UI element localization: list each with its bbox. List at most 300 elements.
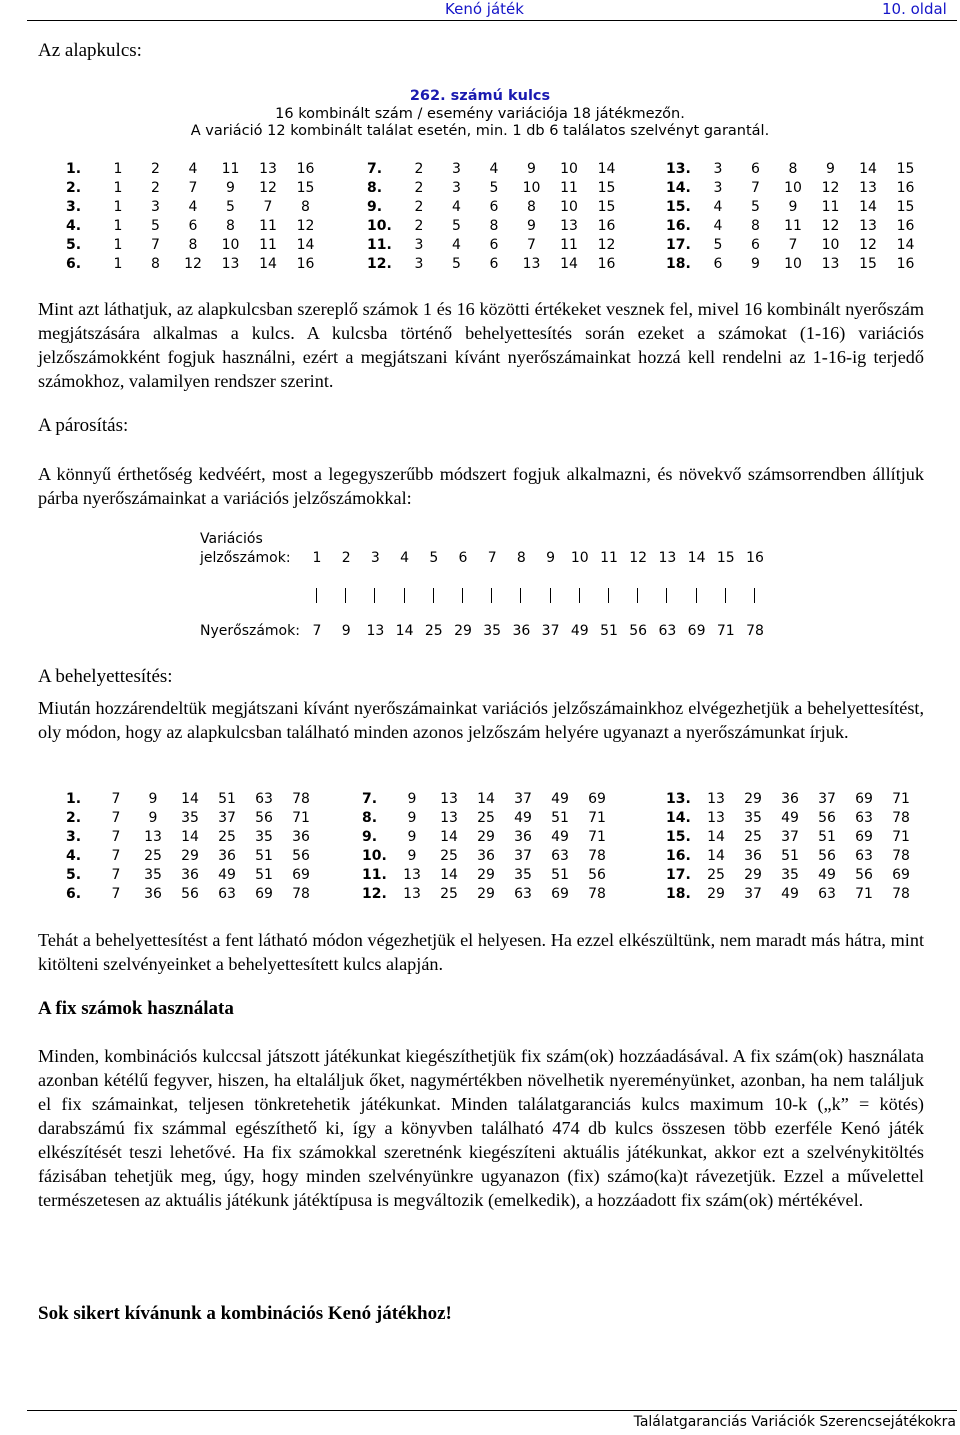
number-cell: 16 [296, 161, 315, 177]
number-cell: 10 [221, 237, 240, 253]
number-cell: 7 [111, 791, 121, 807]
winner-number: 25 [424, 623, 443, 639]
number-cell: 9 [788, 199, 798, 215]
number-cell: 51 [818, 829, 836, 845]
winner-number: 35 [483, 623, 502, 639]
grid-row [666, 199, 926, 218]
grid-row [66, 161, 326, 180]
number-cell: 15 [296, 180, 315, 196]
number-cell: 14 [440, 867, 458, 883]
grid-row [367, 199, 627, 218]
grid-row [66, 886, 326, 905]
number-cell: 37 [744, 886, 762, 902]
key-title: 262. számú kulcs [409, 88, 551, 104]
marker-number: 16 [746, 550, 764, 566]
number-cell: 78 [892, 848, 910, 864]
number-cell: 12 [859, 237, 877, 253]
row-index: 18. [666, 256, 691, 272]
number-cell: 35 [514, 867, 532, 883]
section-heading-substitution: A behelyettesítés: [38, 666, 173, 687]
marker-number: 3 [370, 550, 380, 566]
grid-row [362, 848, 622, 867]
number-cell: 69 [588, 791, 606, 807]
number-cell: 13 [821, 256, 840, 272]
grid-row [666, 810, 926, 829]
number-cell: 7 [111, 867, 121, 883]
number-cell: 16 [896, 180, 915, 196]
grid-row [666, 180, 926, 199]
row-index: 10. [367, 218, 392, 234]
number-cell: 15 [597, 199, 616, 215]
number-cell: 4 [452, 237, 461, 253]
number-cell: 37 [514, 848, 532, 864]
number-cell: 8 [489, 218, 499, 234]
number-cell: 3 [151, 199, 160, 215]
number-cell: 2 [151, 161, 160, 177]
number-cell: 13 [560, 218, 578, 234]
number-cell: 5 [452, 218, 461, 234]
grid-row [666, 848, 926, 867]
row-index: 8. [362, 810, 378, 826]
pairing-connector [696, 588, 697, 603]
number-cell: 78 [892, 810, 910, 826]
number-cell: 63 [514, 886, 532, 902]
grid-row [666, 218, 926, 237]
number-cell: 36 [514, 829, 532, 845]
number-cell: 35 [744, 810, 762, 826]
row-index: 14. [666, 810, 691, 826]
number-cell: 7 [111, 886, 121, 902]
row-index: 5. [66, 867, 82, 883]
number-cell: 13 [707, 810, 725, 826]
number-cell: 9 [226, 180, 235, 196]
number-cell: 11 [259, 218, 277, 234]
row-index: 7. [362, 791, 378, 807]
winner-number: 63 [658, 623, 677, 639]
number-cell: 14 [181, 791, 199, 807]
marker-number: 13 [658, 550, 677, 566]
row-index: 13. [666, 161, 691, 177]
winner-number: 78 [746, 623, 764, 639]
pairing-connector [579, 588, 580, 603]
row-index: 8. [367, 180, 383, 196]
number-cell: 25 [477, 810, 495, 826]
marker-number: 4 [400, 550, 410, 566]
number-cell: 37 [218, 810, 236, 826]
number-cell: 3 [414, 256, 424, 272]
number-cell: 51 [551, 867, 569, 883]
number-cell: 37 [818, 791, 836, 807]
winner-number: 9 [341, 623, 351, 639]
marker-number: 8 [516, 550, 526, 566]
header-divider [27, 20, 957, 21]
grid-row [666, 161, 926, 180]
number-cell: 37 [781, 829, 799, 845]
number-cell: 14 [181, 829, 199, 845]
number-cell: 29 [707, 886, 725, 902]
number-cell: 14 [896, 237, 915, 253]
pairing-connector [374, 588, 375, 603]
number-cell: 49 [781, 886, 799, 902]
number-cell: 4 [713, 218, 723, 234]
number-cell: 8 [151, 256, 160, 272]
number-cell: 14 [859, 199, 877, 215]
number-cell: 6 [713, 256, 723, 272]
number-cell: 5 [226, 199, 235, 215]
number-cell: 4 [188, 161, 198, 177]
number-cell: 13 [259, 161, 277, 177]
number-cell: 36 [477, 848, 495, 864]
number-cell: 12 [296, 218, 315, 234]
number-cell: 13 [707, 791, 725, 807]
number-cell: 16 [597, 256, 616, 272]
grid-row [666, 867, 926, 886]
number-cell: 36 [218, 848, 236, 864]
grid-row [367, 237, 627, 256]
number-cell: 9 [407, 829, 417, 845]
header-title: Kenó játék [445, 0, 524, 18]
number-cell: 13 [403, 886, 421, 902]
number-cell: 51 [551, 810, 569, 826]
number-cell: 6 [489, 256, 499, 272]
number-cell: 56 [292, 848, 310, 864]
number-cell: 63 [255, 791, 273, 807]
number-cell: 1 [113, 256, 123, 272]
number-cell: 9 [527, 161, 536, 177]
pairing-connector [491, 588, 492, 603]
grid-row [666, 829, 926, 848]
number-cell: 6 [489, 237, 499, 253]
number-cell: 69 [892, 867, 910, 883]
row-index: 6. [66, 886, 82, 902]
grid-row [367, 180, 627, 199]
number-cell: 6 [489, 199, 499, 215]
marker-number: 11 [600, 550, 618, 566]
winner-number: 69 [687, 623, 706, 639]
key-description-2: A variáció 12 kombinált találat esetén, min. 1 db 6 találatos szelvényt garantál. [190, 123, 770, 139]
number-cell: 63 [218, 886, 236, 902]
number-cell: 36 [181, 867, 199, 883]
pairing-connector [637, 588, 638, 603]
number-cell: 56 [855, 867, 873, 883]
number-cell: 51 [218, 791, 236, 807]
number-cell: 49 [551, 791, 569, 807]
grid-row [367, 161, 627, 180]
number-cell: 29 [744, 867, 762, 883]
number-cell: 71 [855, 886, 873, 902]
number-cell: 7 [111, 848, 121, 864]
number-cell: 71 [892, 791, 910, 807]
grid-row [362, 791, 622, 810]
number-cell: 14 [296, 237, 315, 253]
number-cell: 6 [751, 237, 760, 253]
pairing-connector [404, 588, 405, 603]
number-cell: 5 [151, 218, 160, 234]
section-heading-fixed: A fix számok használata [38, 998, 234, 1019]
number-cell: 12 [259, 180, 277, 196]
number-cell: 9 [751, 256, 760, 272]
number-cell: 16 [896, 256, 915, 272]
pairing-connector [754, 588, 755, 603]
number-cell: 14 [859, 161, 877, 177]
marker-number: 15 [716, 550, 735, 566]
number-cell: 35 [144, 867, 162, 883]
number-cell: 8 [788, 161, 798, 177]
number-cell: 71 [588, 829, 606, 845]
number-cell: 15 [859, 256, 877, 272]
number-cell: 71 [588, 810, 606, 826]
number-cell: 71 [892, 829, 910, 845]
number-cell: 11 [221, 161, 240, 177]
number-cell: 36 [144, 886, 162, 902]
number-cell: 10 [821, 237, 840, 253]
number-cell: 13 [144, 829, 162, 845]
number-cell: 51 [781, 848, 799, 864]
key-description-1: 16 kombinált szám / esemény variációja 18 játékmezőn. [275, 106, 685, 122]
number-cell: 29 [181, 848, 199, 864]
number-cell: 8 [301, 199, 310, 215]
row-index: 9. [367, 199, 383, 215]
number-cell: 4 [452, 199, 461, 215]
number-cell: 56 [255, 810, 273, 826]
number-cell: 49 [781, 810, 799, 826]
number-cell: 10 [522, 180, 541, 196]
number-cell: 9 [527, 218, 536, 234]
number-cell: 14 [560, 256, 578, 272]
grid-row [66, 237, 326, 256]
marker-number: 6 [458, 550, 468, 566]
number-cell: 11 [784, 218, 802, 234]
number-cell: 8 [527, 199, 536, 215]
row-index: 16. [666, 848, 691, 864]
number-cell: 25 [440, 848, 458, 864]
row-index: 6. [66, 256, 82, 272]
number-cell: 2 [414, 180, 424, 196]
number-cell: 16 [296, 256, 315, 272]
number-cell: 13 [403, 867, 421, 883]
number-cell: 6 [751, 161, 760, 177]
number-cell: 36 [744, 848, 762, 864]
pairing-connector [462, 588, 463, 603]
number-cell: 9 [148, 810, 158, 826]
number-cell: 5 [489, 180, 499, 196]
winner-number: 71 [716, 623, 735, 639]
number-cell: 63 [855, 810, 873, 826]
marker-number: 1 [312, 550, 322, 566]
grid-row [666, 237, 926, 256]
number-cell: 25 [440, 886, 458, 902]
grid-row [367, 256, 627, 275]
grid-row [362, 886, 622, 905]
number-cell: 3 [452, 180, 461, 196]
grid-row [66, 256, 326, 275]
number-cell: 25 [144, 848, 162, 864]
row-index: 1. [66, 791, 82, 807]
number-cell: 10 [784, 180, 802, 196]
row-index: 16. [666, 218, 691, 234]
number-cell: 9 [407, 791, 417, 807]
number-cell: 2 [414, 218, 424, 234]
number-cell: 15 [597, 180, 616, 196]
number-cell: 5 [452, 256, 461, 272]
paragraph-conclusion: Tehát a behelyettesítést a fent látható módon végezhetjük el helyesen. Ha ezzel elkészültünk, nem maradt más hátra, mint kitölteni szelvényeinket a behelyettesített kulcs alapján. [38, 930, 924, 974]
row-index: 4. [66, 848, 82, 864]
grid-row [362, 829, 622, 848]
pairing-connector [666, 588, 667, 603]
marker-number: 14 [687, 550, 706, 566]
grid-row [66, 867, 326, 886]
grid-row [66, 810, 326, 829]
pairing-connector [433, 588, 434, 603]
number-cell: 10 [784, 256, 802, 272]
number-cell: 14 [597, 161, 616, 177]
number-cell: 9 [148, 791, 158, 807]
marker-number: 7 [487, 550, 497, 566]
number-cell: 78 [892, 886, 910, 902]
number-cell: 7 [527, 237, 536, 253]
row-index: 7. [367, 161, 383, 177]
grid-row [66, 848, 326, 867]
row-index: 1. [66, 161, 82, 177]
pairing-connector [608, 588, 609, 603]
number-cell: 78 [588, 848, 606, 864]
number-cell: 56 [588, 867, 606, 883]
number-cell: 3 [713, 161, 723, 177]
number-cell: 56 [181, 886, 199, 902]
number-cell: 3 [452, 161, 461, 177]
number-cell: 49 [551, 829, 569, 845]
number-cell: 15 [896, 161, 915, 177]
row-index: 17. [666, 237, 691, 253]
winners-label: Nyerőszámok: [200, 623, 300, 639]
row-index: 18. [666, 886, 691, 902]
number-cell: 51 [255, 867, 273, 883]
number-cell: 2 [151, 180, 160, 196]
number-cell: 35 [181, 810, 199, 826]
number-cell: 63 [855, 848, 873, 864]
row-index: 12. [362, 886, 387, 902]
number-cell: 2 [414, 161, 424, 177]
number-cell: 1 [113, 218, 123, 234]
number-cell: 7 [151, 237, 160, 253]
grid-row [367, 218, 627, 237]
number-cell: 14 [259, 256, 277, 272]
row-index: 2. [66, 810, 82, 826]
number-cell: 12 [597, 237, 616, 253]
pairing-connector [520, 588, 521, 603]
grid-row [666, 791, 926, 810]
number-cell: 9 [407, 848, 417, 864]
number-cell: 56 [818, 848, 836, 864]
number-cell: 49 [514, 810, 532, 826]
row-index: 5. [66, 237, 82, 253]
row-index: 2. [66, 180, 82, 196]
number-cell: 36 [781, 791, 799, 807]
number-cell: 14 [707, 848, 725, 864]
markers-label-line1: Variációs [200, 531, 263, 547]
number-cell: 78 [292, 791, 310, 807]
number-cell: 3 [713, 180, 723, 196]
number-cell: 56 [818, 810, 836, 826]
number-cell: 1 [113, 199, 123, 215]
number-cell: 8 [226, 218, 235, 234]
number-cell: 16 [896, 218, 915, 234]
number-cell: 15 [896, 199, 915, 215]
markers-label-line2: jelzőszámok: [200, 550, 291, 566]
row-index: 9. [362, 829, 378, 845]
number-cell: 1 [113, 180, 123, 196]
number-cell: 29 [744, 791, 762, 807]
number-cell: 78 [292, 886, 310, 902]
number-cell: 69 [292, 867, 310, 883]
number-cell: 51 [255, 848, 273, 864]
number-cell: 35 [255, 829, 273, 845]
number-cell: 63 [551, 848, 569, 864]
number-cell: 11 [821, 199, 840, 215]
number-cell: 71 [292, 810, 310, 826]
number-cell: 12 [821, 218, 840, 234]
winner-number: 7 [312, 623, 322, 639]
winner-number: 56 [629, 623, 648, 639]
number-cell: 9 [826, 161, 835, 177]
paragraph-substitution: Miután hozzárendeltük megjátszani kívánt nyerőszámainkat variációs jelzőszámainkhoz elvégezhetjük a behelyettesítést, oly módon, hogy az alapkulcsban található minden azonos jelzőszám helyére ugyanazt a nyerőszámunkat írjuk. [38, 698, 924, 742]
number-cell: 11 [560, 237, 578, 253]
grid-row [66, 829, 326, 848]
row-index: 17. [666, 867, 691, 883]
number-cell: 49 [818, 867, 836, 883]
number-cell: 8 [751, 218, 760, 234]
pairing-connector [550, 588, 551, 603]
number-cell: 29 [477, 829, 495, 845]
number-cell: 25 [218, 829, 236, 845]
grid-row [66, 199, 326, 218]
number-cell: 4 [489, 161, 499, 177]
number-cell: 14 [707, 829, 725, 845]
pairing-connector [345, 588, 346, 603]
number-cell: 3 [414, 237, 424, 253]
grid-row [66, 180, 326, 199]
number-cell: 29 [477, 867, 495, 883]
footer-text: Találatgaranciás Variációk Szerencsejátékokra [633, 1414, 956, 1430]
row-index: 14. [666, 180, 691, 196]
number-cell: 11 [259, 237, 277, 253]
row-index: 12. [367, 256, 392, 272]
number-cell: 69 [855, 829, 873, 845]
section-heading-pairing: A párosítás: [38, 415, 129, 436]
number-cell: 35 [781, 867, 799, 883]
number-cell: 5 [713, 237, 723, 253]
row-index: 11. [367, 237, 392, 253]
row-index: 3. [66, 199, 82, 215]
row-index: 10. [362, 848, 387, 864]
paragraph-key-explanation: Mint azt láthatjuk, az alapkulcsban szereplő számok 1 és 16 közötti értékeket vesznek fel, mivel 16 kombinált nyerőszám megjátszására alkalmas a kulcs. A kulcsba történő behelyettesítés során ezeket a számokat (1-16) variációs jelzőszámokként fogjuk használni, ezért a megjátszani kívánt nyerőszámainkat hozzá kell rendelni az 1-16-ig terjedő számokhoz, valamilyen rendszer szerint. [38, 299, 924, 391]
section-heading-key: Az alapkulcs: [38, 40, 142, 61]
row-index: 15. [666, 829, 691, 845]
grid-row [362, 810, 622, 829]
marker-number: 2 [341, 550, 351, 566]
marker-number: 12 [629, 550, 648, 566]
number-cell: 10 [560, 161, 578, 177]
number-cell: 2 [414, 199, 424, 215]
number-cell: 13 [440, 791, 458, 807]
paragraph-fixed-numbers: Minden, kombinációs kulccsal játszott játékunkat kiegészíthetjük fix szám(ok) hozzáadásával. A fix szám(ok) használata azonban kétélű fegyver, hiszen, ha eltaláljuk őket, nagymértékben növelhetik nyereményünket, azonban, ha nem találjuk el fix számainkat, teljesen tönkretehetik játékunkat. Minden találatgaranciás kulcs maximum 10-k („k” = kötés) darabszámú fix számmal egészíthető ki, így a könyvben található 474 db kulcs összesen több ezerféle Kenó játék elkészítését teszi lehetővé. Ha fix számokkal szeretnénk kiegészíteni aktuális játékunkat, akkor ezt a szelvénykitöltés fázisában tehetjük meg, úgy, hogy minden szelvényünkre ugyanazon (fix) számo(ka)t rávezetjük. Ezzel a művelettel természetesen az aktuális játékunk játéktípusa is megváltozik (emelkedik), a hozzáadott fix szám(ok) mértékével. [38, 1046, 924, 1210]
number-cell: 13 [859, 218, 877, 234]
number-cell: 14 [477, 791, 495, 807]
number-cell: 5 [751, 199, 760, 215]
grid-row [666, 886, 926, 905]
winner-number: 14 [395, 623, 414, 639]
grid-row [66, 791, 326, 810]
